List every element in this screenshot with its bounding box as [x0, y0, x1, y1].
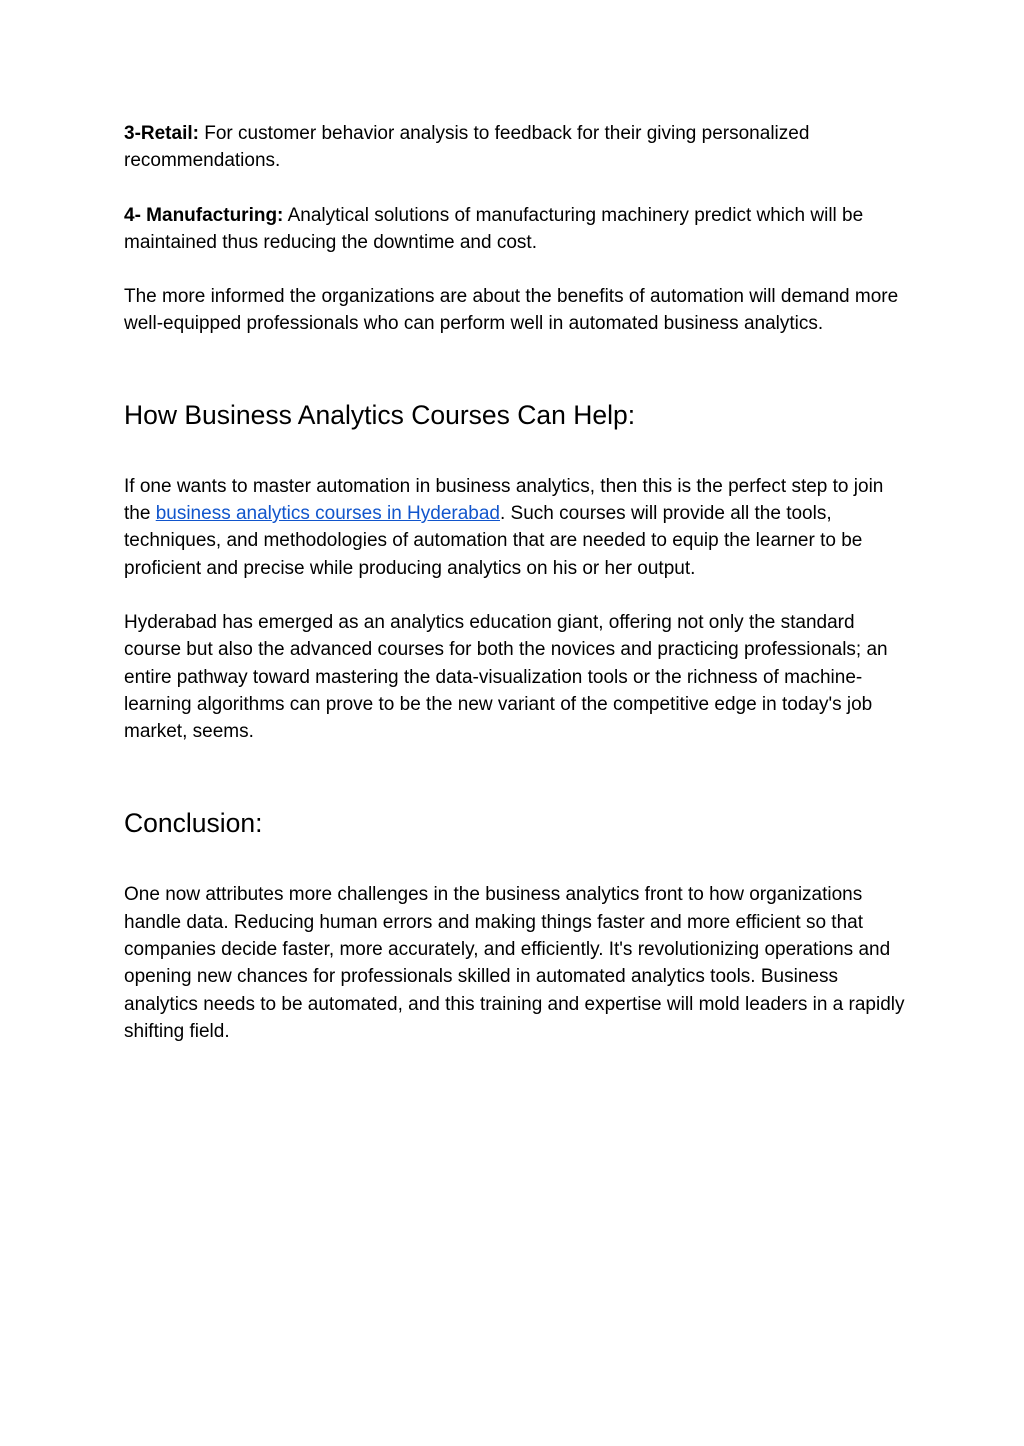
manufacturing-label: 4- Manufacturing: — [124, 204, 284, 226]
conclusion-paragraph: One now attributes more challenges in the business analytics front to how organizations handle data. Reducing human errors and making things faster and more efficient so that companies decide faster, more accurately, and efficiently. It's revolutionizing operations and opening new chances for professionals skilled in automated analytics tools. Business analytics needs to be automated, and this training and expertise will mold leaders in a rapidly shifting field. — [124, 884, 905, 1042]
courses-heading: How Business Analytics Courses Can Help: — [124, 399, 636, 430]
document-page — [124, 120, 914, 1045]
business-analytics-courses-link[interactable]: business analytics courses in Hyderabad — [155, 503, 500, 525]
manufacturing-paragraph — [124, 202, 914, 257]
conclusion-heading: Conclusion: — [124, 808, 263, 839]
retail-label: 3-Retail: — [124, 123, 199, 144]
informed-paragraph: The more informed the organizations are about the benefits of automation will demand more well-equipped professionals who can perform well in automated business analytics. — [124, 286, 899, 335]
courses-text-after-link: . Such courses will provide all the tools, techniques, and methodologies of automation that are needed to equip the learner to be proficient and precise while producing analytics on his or her output. — [124, 503, 863, 579]
courses-paragraph-1 — [124, 473, 914, 582]
manufacturing-text: Analytical solutions of manufacturing machinery predict which will be maintained thus reducing the downtime and cost. — [124, 204, 864, 253]
retail-text: For customer behavior analysis to feedback for their giving personalized recommendations. — [124, 123, 810, 172]
courses-paragraph-2: Hyderabad has emerged as an analytics education giant, offering not only the standard course but also the advanced courses for both the novices and practicing professionals; an entire pathway toward mastering the data-visualization tools or the richness of machine-learning algorithms can prove to be the new variant of the competitive edge in today's job market, seems. — [124, 611, 888, 743]
courses-text-before-link: If one wants to master automation in business analytics, then this is the perfect step to join the — [124, 475, 884, 525]
retail-paragraph — [124, 120, 914, 175]
